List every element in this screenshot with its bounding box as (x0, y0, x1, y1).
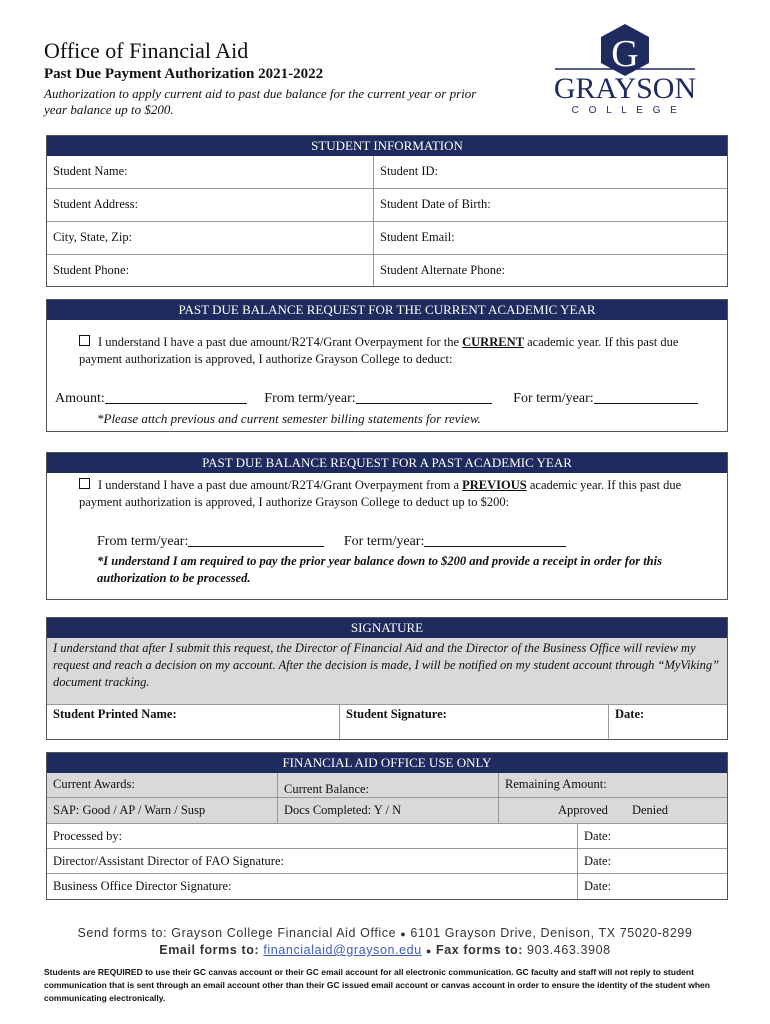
logo-letter: G (611, 33, 639, 75)
current-year-checkbox[interactable] (79, 335, 90, 346)
signature-date-field[interactable]: Date: (609, 705, 728, 739)
signature-heading: SIGNATURE (47, 618, 727, 638)
student-id-field[interactable]: Student ID: (374, 156, 728, 188)
for-term-label: For term/year: (513, 391, 594, 406)
financial-aid-email-link[interactable]: financialaid@grayson.edu (263, 943, 422, 957)
amount-line[interactable] (105, 390, 247, 404)
student-printed-name-field[interactable]: Student Printed Name: (47, 705, 340, 739)
past-year-checkbox[interactable] (79, 478, 90, 489)
past-year-section (46, 452, 728, 600)
processed-date-field[interactable]: Date: (578, 824, 728, 849)
from-term-line[interactable] (356, 390, 492, 404)
previous-emphasis: PREVIOUS (462, 478, 527, 492)
current-emphasis: CURRENT (462, 335, 524, 349)
office-use-section (46, 752, 728, 900)
student-information-heading: STUDENT INFORMATION (47, 136, 727, 156)
email-fax-line: Email forms to: financialaid@grayson.edu ● Fax forms to: 903.463.3908 (159, 943, 611, 957)
signature-table (47, 704, 727, 739)
form-subtitle: Past Due Payment Authorization 2021-2022 (44, 66, 324, 82)
office-use-table (47, 773, 727, 823)
office-signoff-table (47, 823, 727, 899)
student-alt-phone-field[interactable]: Student Alternate Phone: (374, 254, 728, 286)
student-signature-field[interactable]: Student Signature: (340, 705, 609, 739)
signature-statement: I understand that after I submit this request, the Director of Financial Aid and the Director of the Business Office will review my request and reach a decision on my account. After the decision is made, I will be notified on my student account through “MyViking” document tracking. (47, 638, 727, 704)
for-term-line[interactable] (594, 390, 698, 404)
approved-option[interactable]: Approved (557, 802, 608, 817)
student-information-section (46, 135, 728, 287)
current-year-section (46, 299, 728, 432)
communication-policy-note: Students are REQUIRED to use their GC canvas account or their GC email account for all electronic communication. GC faculty and staff will not reply to student communication that is sent through an email account other than their GC issued email account or canvas account in order to ensure the identity of the student when communicating electronically. (44, 967, 710, 1003)
from-term-label: From term/year: (264, 391, 356, 406)
current-year-heading: PAST DUE BALANCE REQUEST FOR THE CURRENT ACADEMIC YEAR (47, 300, 727, 320)
bullet-icon: ● (425, 946, 432, 956)
page-title: Office of Financial Aid (44, 38, 249, 63)
current-year-fields (55, 390, 698, 407)
past-from-term-line[interactable] (188, 533, 324, 547)
past-year-note: *I understand I am required to pay the prior year balance down to $200 and provide a receipt in order for this authorization to be processed. (97, 554, 662, 585)
logo-subtext: C O L L E G E (571, 105, 681, 116)
student-phone-field[interactable]: Student Phone: (47, 254, 374, 286)
past-year-fields (97, 533, 566, 550)
student-email-field[interactable]: Student Email: (374, 221, 728, 254)
amount-label: Amount: (55, 391, 105, 406)
business-office-date-field[interactable]: Date: (578, 874, 728, 899)
current-balance-field[interactable]: Current Balance: (278, 773, 499, 797)
denied-option[interactable]: Denied (631, 802, 669, 817)
current-year-note: *Please attch previous and current semester billing statements for review. (97, 411, 481, 426)
student-address-field[interactable]: Student Address: (47, 188, 374, 221)
form-intro: Authorization to apply current aid to past due balance for the current year or prior year balance up to $200. (44, 86, 477, 117)
grayson-college-logo (550, 22, 700, 118)
student-dob-field[interactable]: Student Date of Birth: (374, 188, 728, 221)
sap-status-field[interactable]: SAP: Good / AP / Warn / Susp (47, 797, 278, 823)
city-state-zip-field[interactable]: City, State, Zip: (47, 221, 374, 254)
director-signature-field[interactable]: Director/Assistant Director of FAO Signature: (47, 849, 578, 874)
signature-section (46, 617, 728, 740)
processed-by-field[interactable]: Processed by: (47, 824, 578, 849)
past-from-term-label: From term/year: (97, 534, 189, 549)
logo-name: GRAYSON (553, 72, 697, 105)
past-year-statement: I understand I have a past due amount/R2T4/Grant Overpayment from a PREVIOUS academic year. If this past due payment authorization is approved, I authorize Grayson College to deduct up to $200: (79, 478, 682, 509)
student-name-field[interactable]: Student Name: (53, 164, 128, 179)
fax-number: 903.463.3908 (527, 943, 611, 957)
past-for-term-label: For term/year: (343, 534, 425, 549)
current-awards-field[interactable]: Current Awards: (53, 777, 135, 792)
business-office-signature-field[interactable]: Business Office Director Signature: (47, 874, 578, 899)
student-information-table (47, 156, 727, 286)
current-year-statement: I understand I have a past due amount/R2T4/Grant Overpayment for the CURRENT academic year. If this past due payment authorization is approved, I authorize Grayson College to deduct: (79, 335, 679, 366)
past-for-term-line[interactable] (424, 533, 566, 547)
send-forms-line: Send forms to: Grayson College Financial Aid Office ● 6101 Grayson Drive, Denison, TX 75020-8299 (77, 926, 693, 940)
bullet-icon: ● (400, 929, 407, 939)
docs-completed-field[interactable]: Docs Completed: Y / N (278, 797, 499, 823)
remaining-amount-field[interactable]: Remaining Amount: (499, 773, 728, 797)
decision-field[interactable] (499, 797, 728, 823)
office-use-heading: FINANCIAL AID OFFICE USE ONLY (47, 753, 727, 773)
past-year-heading: PAST DUE BALANCE REQUEST FOR A PAST ACADEMIC YEAR (47, 453, 727, 473)
director-date-field[interactable]: Date: (578, 849, 728, 874)
